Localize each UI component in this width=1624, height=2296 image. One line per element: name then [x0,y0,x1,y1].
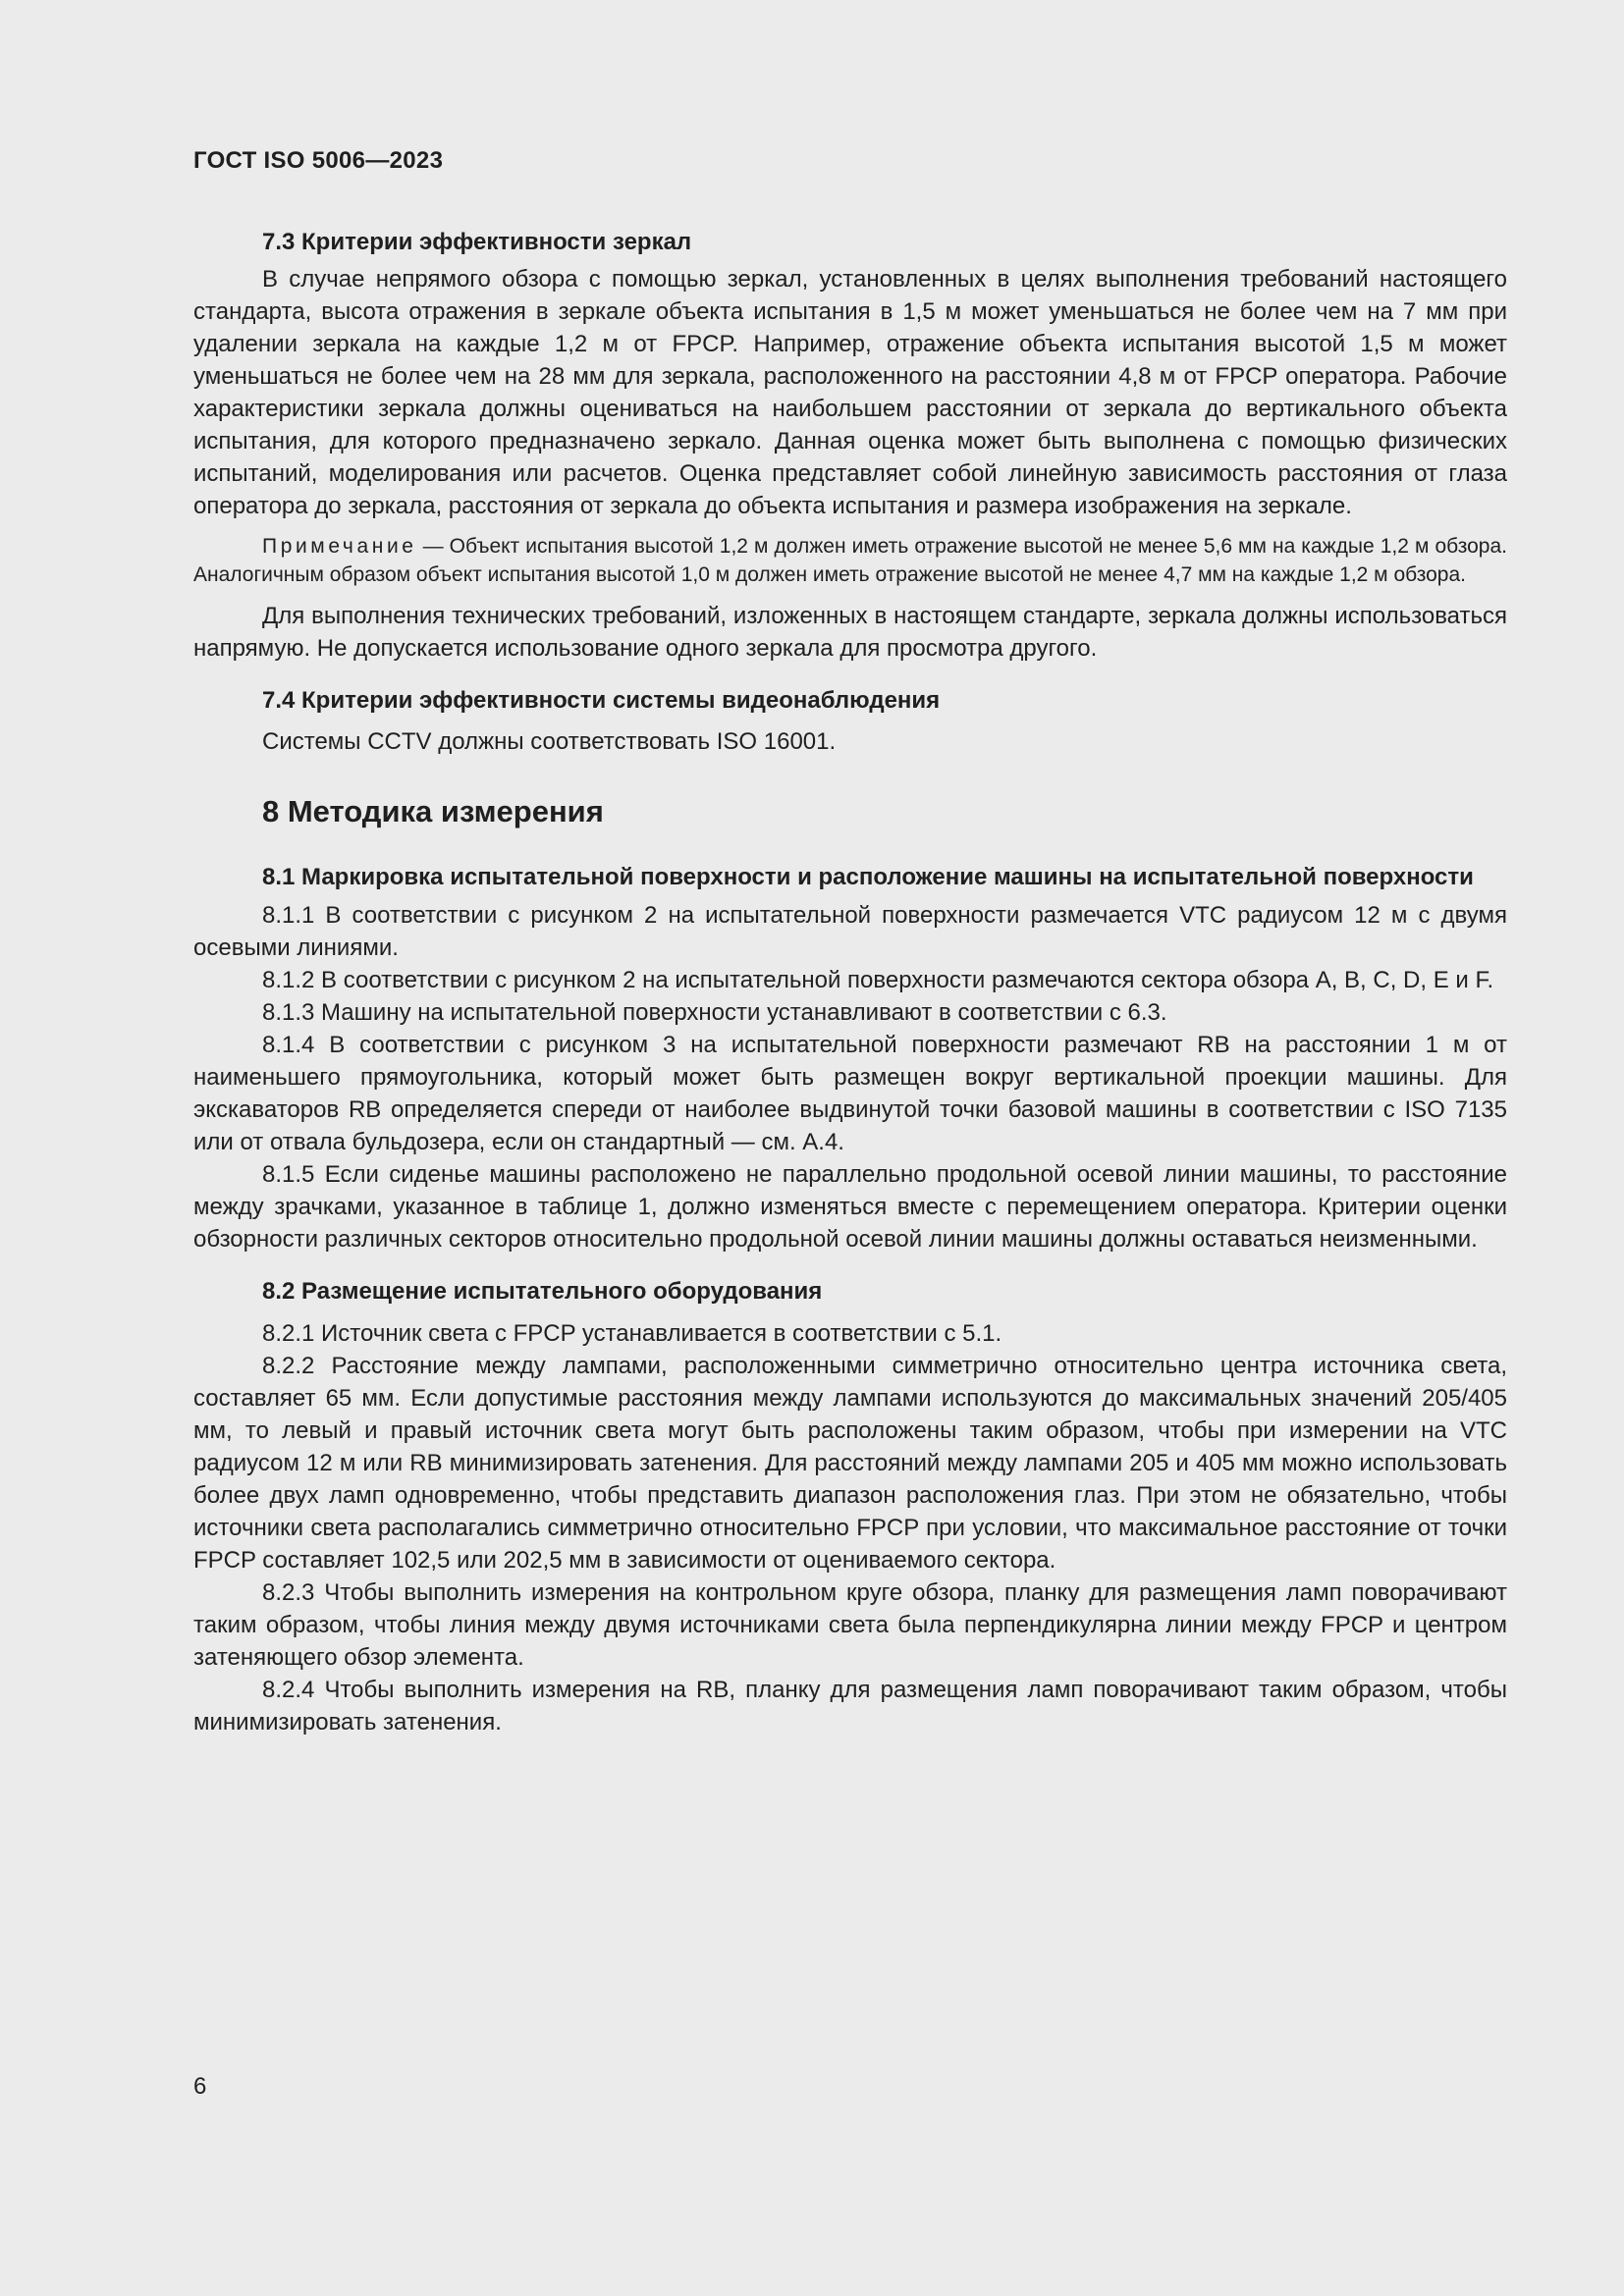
note-label: Примечание [262,535,417,558]
note-text: — Объект испытания высотой 1,2 м должен иметь отражение высотой не менее 5,6 мм на каждые 1,2 м обзора. Аналогичным образом объект испытания высотой 1,0 м должен иметь отражение высотой не менее 4,7 мм на каждые 1,2 м обзора. [193,535,1507,586]
section-heading: 8.2 Размещение испытательного оборудования [262,1278,823,1305]
document-header: ГОСТ ISO 5006—2023 [193,147,444,174]
paragraph: 8.2.4 Чтобы выполнить измерения на RB, планку для размещения ламп поворачивают таким образом, чтобы минимизировать затенения. [193,1677,1507,1735]
section-heading: 7.4 Критерии эффективности системы видеонаблюдения [262,687,941,714]
paragraph: В случае непрямого обзора с помощью зеркал, установленных в целях выполнения требований настоящего стандарта, высота отражения в зеркале объекта испытания в 1,5 м может уменьшаться не более чем на 7 мм при удалении зеркала на каждые 1,2 м от FPCP. Например, отражение объекта испытания высотой 1,5 м может уменьшаться не более чем на 28 мм для зеркала, расположенного на расстоянии 4,8 м от FPCP оператора. Рабочие характеристики зеркала должны оцениваться на наибольшем расстоянии от зеркала до вертикального объекта испытания, для которого предназначено зеркало. Данная оценка может быть выполнена с помощью физических испытаний, моделирования или расчетов. Оценка представляет собой линейную зависимость расстояния от глаза оператора до зеркала, расстояния от зеркала до объекта испытания и размера изображения на зеркале. [193,266,1507,519]
section-7-4 [193,684,1507,758]
paragraph: 8.1.3 Машину на испытательной поверхности устанавливают в соответствии с 6.3. [262,999,1167,1026]
section-8 [193,792,1507,831]
paragraph: 8.1.4 В соответствии с рисунком 3 на испытательной поверхности размечают RB на расстоянии 1 м от наименьшего прямоугольника, который может быть размещен вокруг вертикальной проекции машины. Для экскаваторов RB определяется спереди от наиболее выдвинутой точки базовой машины в соответствии с ISO 7135 или от отвала бульдозера, если он стандартный — см. А.4. [193,1032,1507,1155]
section-heading: 8.1 Маркировка испытательной поверхности и расположение машины на испытательной поверхности [262,864,1474,890]
paragraph: 8.1.5 Если сиденье машины расположено не параллельно продольной осевой линии машины, то расстояние между зрачками, указанное в таблице 1, должно изменяться вместе с перемещением оператора. Критерии оценки обзорности различных секторов относительно продольной осевой линии машины должны оставаться неизменными. [193,1161,1507,1253]
section-8-1 [193,861,1507,1255]
note [193,532,1507,589]
chapter-heading: 8 Методика измерения [262,794,604,828]
section-heading: 7.3 Критерии эффективности зеркал [262,229,692,255]
section-7-3 [193,226,1507,665]
page-number: 6 [193,2073,207,2100]
paragraph: 8.2.3 Чтобы выполнить измерения на контрольном круге обзора, планку для размещения ламп поворачивают таким образом, чтобы линия между двумя источниками света была перпендикулярна линии между FPCP и центром затеняющего обзор элемента. [193,1579,1507,1671]
section-8-2 [193,1275,1507,1738]
paragraph: Системы CCTV должны соответствовать ISO 16001. [262,728,837,755]
paragraph: 8.2.1 Источник света с FPCP устанавливается в соответствии с 5.1. [262,1320,1002,1347]
paragraph: Для выполнения технических требований, изложенных в настоящем стандарте, зеркала должны использоваться напрямую. Не допускается использование одного зеркала для просмотра другого. [193,603,1507,662]
paragraph: 8.1.1 В соответствии с рисунком 2 на испытательной поверхности размечается VTC радиусом 12 м с двумя осевыми линиями. [193,902,1507,961]
paragraph: 8.2.2 Расстояние между лампами, расположенными симметрично относительно центра источника света, составляет 65 мм. Если допустимые расстояния между лампами используются до максимальных значений 205/405 мм, то левый и правый источник света могут быть расположены таким образом, чтобы при измерении на VTC радиусом 12 м или RB минимизировать затенения. Для расстояний между лампами 205 и 405 мм можно использовать более двух ламп одновременно, чтобы представить диапазон расположения глаз. При этом не обязательно, чтобы источники света располагались симметрично относительно FPCP при условии, что максимальное расстояние от точки FPCP составляет 102,5 или 202,5 мм в зависимости от оцениваемого сектора. [193,1353,1507,1574]
paragraph: 8.1.2 В соответствии с рисунком 2 на испытательной поверхности размечаются сектора обзора A, B, C, D, E и F. [262,967,1494,993]
document-body [193,226,1507,1738]
